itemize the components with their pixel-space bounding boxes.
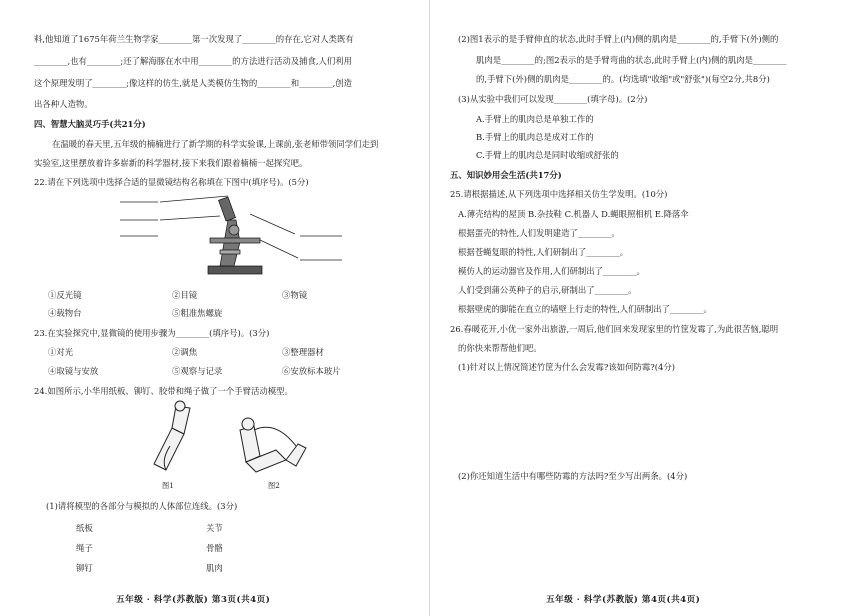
q23-option-1: ①对光 [48,347,74,357]
q23-text: 23.在实验探究中,显微镜的使用步骤为________(填序号)。(3分) [34,328,270,338]
q25-line-4: 人们受到蒲公英种子的启示,研制出了________。 [458,285,637,295]
section4-intro-1: 在温暖的春天里,五年级的楠楠进行了新学期的科学实验课,上课前,张老师带领同学们走到 [52,139,379,149]
q24-text: 24.如图所示,小华用纸板、铆钉、胶带和绳子做了一个手臂活动模型。 [34,386,293,396]
intro-line-3: 这个原理发明了________;像这样的仿生,就是人类模仿生物的________和________,创造 [34,78,353,88]
page-4-footer: 五年级 · 科学(苏教版) 第4页(共4页) [546,595,701,605]
q22-option-4: ④载物台 [48,308,82,318]
microscope-figure [110,190,350,280]
section5-title: 五、知识妙用会生活(共17分) [450,170,562,180]
q23-option-4: ④取镜与安放 [48,366,99,376]
q24-2-line-3: 的,手臂下(外)侧的肌肉是________的。(均选填"收缩"或"舒张")(每空2分,共8分) [476,74,770,84]
section4-intro-2: 实验室,这里摆放着许多崭新的科学器材,接下来我们跟着楠楠一起探究吧。 [34,158,308,168]
intro-line-4: 出各种人造物。 [34,99,93,109]
q24-3-option-b: B.手臂上的肌肉总是成对工作的 [476,132,594,142]
match-right-2: 骨骼 [206,543,223,553]
q22-option-3: ③物镜 [282,290,308,300]
q25-line-1: 根据蛋壳的特性,人们发明建造了________。 [458,228,620,238]
page-4 [430,0,860,616]
q24-3-text: (3)从实验中我们可以发现________(填字母)。(2分) [458,94,648,104]
intro-line-2: ________,也有________;还了解海豚在水中用________的方法进行活动及捕食,人们利用 [34,56,353,66]
q26-text-2: 的你快来帮帮他们吧。 [458,343,542,353]
q23-option-5: ⑤观察与记录 [172,366,223,376]
q24-2-line-2: 肌肉是________的;图2表示的是手臂弯曲的状态,此时手臂上(内)侧的肌肉是________ [476,55,787,65]
q26-sub1: (1)针对以上情况简述竹筐为什么会发霉?该如何防霉?(4分) [458,362,675,372]
q25-line-2: 根据苍蝇复眼的特性,人们研制出了________。 [458,247,629,257]
q25-line-5: 根据壁虎的脚能在直立的墙壁上行走的特性,人们研制出了________。 [458,304,712,314]
match-right-3: 肌肉 [206,563,223,573]
match-right-1: 关节 [206,523,223,533]
q24-3-option-c: C.手臂上的肌肉总是同时收缩或舒张的 [476,150,619,160]
figure-2-caption: 图2 [268,481,280,490]
q24-sub1: (1)请将模型的各部分与模拟的人体部位连线。(3分) [46,501,238,511]
figure-1-caption: 图1 [162,481,174,490]
page-3-footer: 五年级 · 科学(苏教版) 第3页(共4页) [116,595,271,605]
q23-option-6: ⑥安放标本玻片 [282,366,341,376]
q24-3-option-a: A.手臂上的肌肉总是单独工作的 [476,114,594,124]
q22-option-1: ①反光镜 [48,290,82,300]
q25-text: 25.请根据描述,从下列选项中选择相关仿生学发明。(10分) [450,189,668,199]
match-left-1: 纸板 [76,523,93,533]
q25-options: A.薄壳结构的屋顶 B.杂技鞋 C.机器人 D.蝇眼照相机 E.降落伞 [458,209,689,219]
arm-model-figure [136,400,316,480]
q23-option-3: ③整理器材 [282,347,324,357]
q22-option-2: ②目镜 [172,290,198,300]
q23-option-2: ②调焦 [172,347,198,357]
q25-line-3: 模仿人的运动器官及作用,人们研制出了________。 [458,266,645,276]
q22-text: 22.请在下列选项中选择合适的显微镜结构名称填在下图中(填序号)。(5分) [34,177,309,187]
section4-title: 四、智慧大脑灵巧手(共21分) [34,119,146,129]
match-left-2: 绳子 [76,543,93,553]
match-left-3: 铆钉 [76,563,93,573]
q24-2-line-1: (2)图1表示的是手臂伸直的状态,此时手臂上(内)侧的肌肉是________的,手臂下(外)侧的 [458,34,779,44]
intro-line-1: 料,他知道了1675年荷兰生物学家________第一次发现了________的存在,它对人类既有 [34,34,354,44]
q26-text-1: 26.春暖花开,小优一家外出旅游,一周后,他们回来发现家里的竹筐发霉了,为此很苦恼,聪明 [450,324,779,334]
q22-option-5: ⑤粗准焦螺旋 [172,308,223,318]
q26-sub2: (2)你还知道生活中有哪些防霉的方法吗?至少写出两条。(4分) [458,471,688,481]
